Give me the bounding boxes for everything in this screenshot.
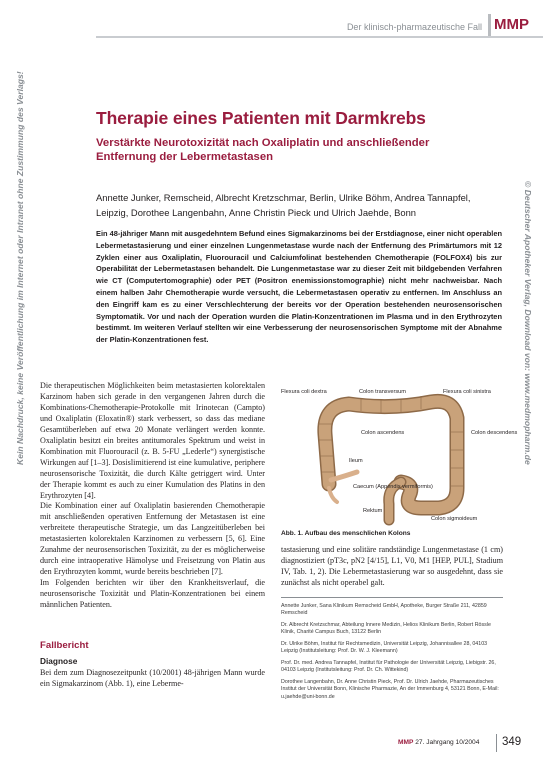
affiliation-item: Prof. Dr. med. Andrea Tannapfel, Institut für Pathologie der Universität Leipzig, Liebigstr. 26, 04103 Leipzig (Institutsleitung: Prof. Dr. Ch. Wittekind): [281, 660, 496, 674]
label-flexura-dextra: Flexura coli dextra: [281, 389, 327, 395]
copyright-notice-right: © Deutscher Apotheker Verlag, Download von: www.medmopharm.de: [523, 181, 533, 465]
affiliations: [281, 603, 503, 705]
abstract: Ein 48-jähriger Mann mit ausgedehntem Befund eines Sigmakarzinoms bei der Erstdiagnose, einer nicht operablen Lebermetastasierung und einer einzelnen Lungenmetastase wurde nach der Entfernung des Primärtumors mit 12 Zyklen einer aus Oxaliplatin, Fluorouracil und Calciumfolinat bestehenden Chemotherapie (FOLFOX4) bis zur Operabilität der Lebermetastasen behandelt. Die Lungenmetastase war zu dieser Zeit mit bildgebenden Verfahren wie CT (Computertomographie) oder PET (Positron enemissionstomographie) nicht mehr nachweisbar. Nach einem halben Jahr Chemotherapie wurde versucht, die Lebermetastasen operativ zu entfernen. Im Anschluss an den Eingriff kam es zu einer Verschlechterung der bereits vor der Operation bestehenden neurosensorischen Symptomatik. Vor und nach der Operation wurden die Platin-Konzentrationen im Plasma und in den Erythrozyten bestimmt. Im weiteren Verlauf stellten wir eine Verbesserung der neurosensorischen Symptome mit der Abnahme der Platin-Konzentrationen fest.: [96, 229, 502, 345]
footer-volume: 27. Jahrgang 10/2004: [415, 739, 480, 746]
label-flexura-sinistra: Flexura coli sinistra: [443, 389, 491, 395]
affiliation-item: Annette Junker, Sana Klinikum Remscheid GmbH, Apotheke, Burger Straße 211, 42859 Remscheid: [281, 603, 487, 617]
intro-text: [40, 381, 265, 611]
label-colon-descendens: Colon descendens: [471, 430, 518, 436]
intro-paragraph-2: Die Kombination einer auf Oxaliplatin basierenden Chemotherapie mit anschließenden operativen Entfernung der Metastasen ist eine verbreitete therapeutische Strategie, um das Langzeitüberleben bei metastasierten kolorektalen Karzinomen zu verbessern [5, 6]. Eine Zunahme der neurosensorischen Toxizität, zu der es möglicherweise durch eine intraoperative Hämolyse und Freisetzung von Platin aus den Erythrozyten kommt, wurde bereits beschrieben [7].: [40, 501, 265, 577]
journal-logo: MMP: [488, 14, 543, 36]
article-title: Therapie eines Patienten mit Darmkrebs: [96, 108, 426, 128]
figure-caption: Abb. 1. Aufbau des menschlichen Kolons: [281, 530, 411, 537]
header-divider: [96, 36, 543, 38]
section-label: Der klinisch-pharmazeutische Fall: [346, 22, 482, 32]
label-ileum: Ileum: [349, 458, 363, 464]
subsection-heading: Diagnose: [40, 656, 78, 666]
affiliation-item: Dr. Ulrike Böhm, Institut für Rechtsmedizin, Universität Leipzig, Johannisallee 28, 04103 Leipzig (Institutsleitung: Prof. Dr. W. J. Kleemann): [281, 641, 488, 655]
copyright-notice-left: Kein Nachdruck, keine Veröffentlichung im Internet oder Intranet ohne Zustimmung des Verlags!: [15, 71, 25, 465]
section-heading: Fallbericht: [40, 640, 89, 651]
author-list: Annette Junker, Remscheid, Albrecht Kretzschmar, Berlin, Ulrike Böhm, Andrea Tannapfel, Leipzig, Dorothee Langenbahn, Anne Christin Pieck und Ulrich Jaehde, Bonn: [96, 192, 471, 218]
footer-divider: [496, 734, 497, 752]
intro-paragraph-1: Die therapeutischen Möglichkeiten beim metastasierten kolorektalen Karzinom haben sich gerade in den vergangenen Jahren durch die Kombinations-Chemotherapie-Protokolle mit Irinotecan (Campto) und Oxaliplatin (Eloxatin®) stark verbessert, so dass das mediane Gesamtüberleben auf etwa 20 Monate verlängert werden konnte. Oxaliplatin besitzt ein breites antitumorales Spektrum und weist in Kombination mit Fluorouracil (z. B. 5-FU „Lederle“) synergistische Wirkungen auf [1–3]. Dosislimitierend ist eine kumulative, periphere neurosensorische Toxizität, die durch Kälte getriggert wird. Unter der Therapie kommt es auch zu einer Kumulation des Platins in den Erythrozyten [4].: [40, 381, 265, 500]
affiliation-item: Dorothee Langenbahn, Dr. Anne Christin Pieck, Prof. Dr. Ulrich Jaehde, Pharmazeutisches Institut der Universität Bonn, Klinische Pharmazie, An der Immenburg 4, 53121 Bonn, E-Mail: u.jaehde@uni-bonn.de: [281, 679, 499, 700]
intro-paragraph-3: Im Folgenden berichten wir über den Krankheitsverlauf, die neurosensorische Toxizität und Platin-Konzentrationen bei einem männlichen Patienten.: [40, 578, 265, 610]
label-colon-transversum: Colon transversum: [359, 389, 406, 395]
footer-journal: MMP: [398, 739, 414, 746]
diagnose-text-continued: tastasierung und eine solitäre randständige Lungenmetastase (1 cm) diagnostiziert (pT3c, pN2 [4/15], L1, V0, M1 [HEP, PUL], Stadium IV, Tab. 1, 2). Die Lebermetastasierung war so ausgedehnt, dass sie zunächst als nicht operabel galt.: [281, 545, 503, 587]
journal-footer: [398, 739, 479, 746]
label-rektum: Rektum: [363, 508, 383, 514]
label-caecum: Caecum (Appendix vermiformis): [353, 484, 433, 490]
page-number: 349: [502, 736, 522, 748]
article-subtitle: Verstärkte Neurotoxizität nach Oxaliplatin und anschließender Entfernung der Lebermetastasen: [96, 137, 430, 163]
affiliation-item: Dr. Albrecht Kretzschmar, Abteilung Innere Medizin, Helios Klinikum Berlin, Robert Rössle Klinik, Charité Campus Buch, 13122 Berlin: [281, 622, 491, 636]
diagnose-text-start: Bei dem zum Diagnosezeitpunkt (10/2001) 48-jährigen Mann wurde ein Sigmakarzinom (Abb. 1), eine Leberme-: [40, 668, 265, 688]
label-colon-sigmoideum: Colon sigmoideum: [431, 516, 478, 522]
affiliation-divider: [281, 597, 503, 598]
colon-figure: [281, 384, 518, 524]
label-colon-ascendens: Colon ascendens: [361, 430, 405, 436]
